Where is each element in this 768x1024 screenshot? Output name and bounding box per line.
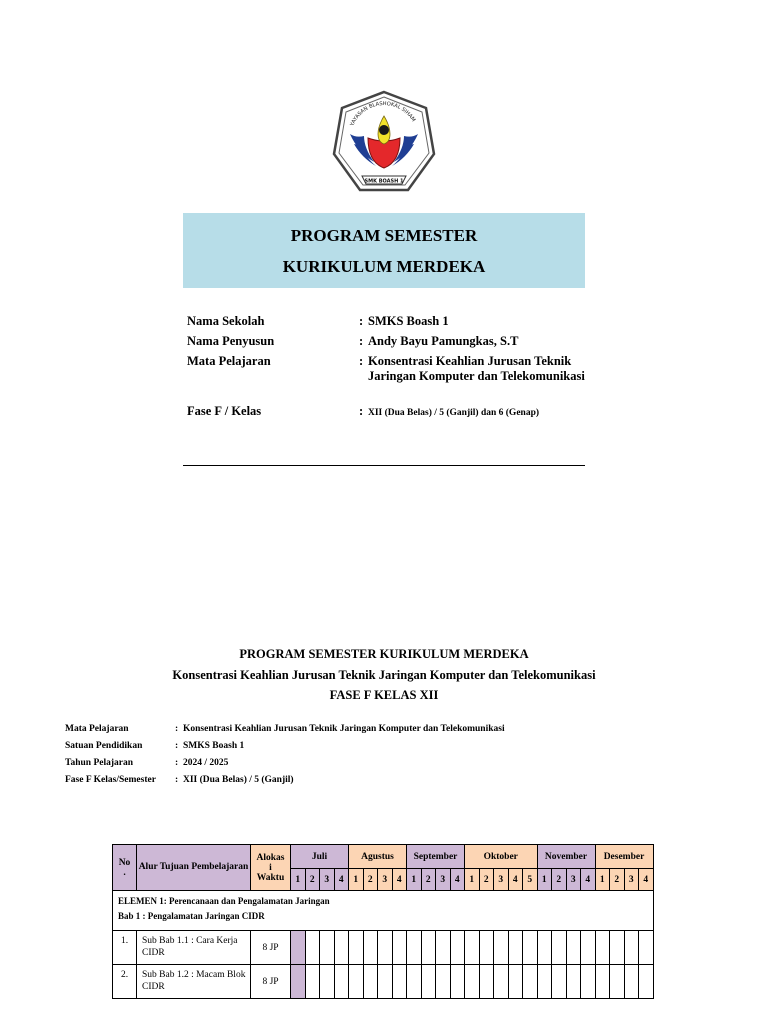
week-cell [610, 965, 625, 999]
week-cell [494, 931, 509, 965]
table-row [113, 965, 654, 999]
meta-label: Tahun Pelajaran [65, 758, 134, 768]
meta-colon: : [175, 775, 179, 785]
week-header: 3 [378, 869, 393, 891]
cover-title-line2: KURIKULUM MERDEKA [282, 256, 486, 276]
week-cell [639, 965, 654, 999]
week-cell [378, 965, 393, 999]
week-cell [291, 965, 306, 999]
week-cell [421, 965, 436, 999]
element-row [113, 891, 654, 931]
week-cell [436, 931, 451, 965]
meta-label: Satuan Pendidikan [65, 741, 143, 751]
week-cell [320, 965, 335, 999]
week-cell [363, 931, 378, 965]
cover-colon: : [359, 314, 364, 328]
week-cell [523, 931, 538, 965]
month-header: November [537, 845, 595, 869]
week-cell [581, 931, 596, 965]
cover-label: Nama Penyusun [187, 334, 275, 348]
month-header-row [113, 845, 654, 869]
meta-value: 2024 / 2025 [183, 758, 229, 768]
week-cell [624, 965, 639, 999]
week-cell [566, 931, 581, 965]
meta-value: Konsentrasi Keahlian Jurusan Teknik Jaringan Komputer dan Telekomunikasi [183, 724, 505, 734]
row-alokasi: 8 JP [251, 965, 291, 999]
cover-value: XII (Dua Belas) / 5 (Ganjil) dan 6 (Genap) [368, 408, 540, 418]
week-header: 2 [479, 869, 494, 891]
week-header: 1 [349, 869, 364, 891]
header-no: No . [113, 845, 137, 891]
week-cell [494, 965, 509, 999]
cover-value: SMKS Boash 1 [368, 314, 449, 328]
week-header: 4 [508, 869, 523, 891]
cover-title-line1: PROGRAM SEMESTER [290, 225, 478, 245]
week-cell [334, 931, 349, 965]
week-cell [537, 965, 552, 999]
week-header: 4 [581, 869, 596, 891]
header-alokasi: Alokas i Waktu [251, 845, 291, 891]
week-header: 2 [421, 869, 436, 891]
schedule-table [112, 844, 654, 999]
week-cell [552, 965, 567, 999]
meta-colon: : [175, 741, 179, 751]
week-header: 4 [450, 869, 465, 891]
row-number: 2. [113, 965, 137, 999]
cover-label: Fase F / Kelas [187, 404, 262, 418]
cover-label: Nama Sekolah [187, 314, 265, 328]
week-header: 1 [465, 869, 480, 891]
week-header: 5 [523, 869, 538, 891]
week-cell [436, 965, 451, 999]
week-header: 3 [320, 869, 335, 891]
meta-value: XII (Dua Belas) / 5 (Ganjil) [183, 775, 294, 785]
week-cell [392, 965, 407, 999]
cover-value: Konsentrasi Keahlian Jurusan Teknik Jaringan Komputer dan Telekomunikasi [368, 354, 585, 383]
week-header: 1 [537, 869, 552, 891]
week-header: 1 [291, 869, 306, 891]
cover-colon: : [359, 334, 364, 348]
month-header: Juli [291, 845, 349, 869]
week-cell [581, 965, 596, 999]
section-title-line1: PROGRAM SEMESTER KURIKULUM MERDEKA [239, 647, 529, 661]
week-cell [508, 931, 523, 965]
week-cell [595, 931, 610, 965]
week-cell [624, 931, 639, 965]
week-cell [537, 931, 552, 965]
week-cell [407, 965, 422, 999]
bab-title: Bab 1 : Pengalamatan Jaringan CIDR [118, 911, 265, 921]
week-cell [363, 965, 378, 999]
week-header: 1 [595, 869, 610, 891]
week-header: 4 [639, 869, 654, 891]
cover-title-box [183, 213, 585, 288]
week-cell [552, 931, 567, 965]
month-header: Agustus [349, 845, 407, 869]
element-title: ELEMEN 1: Perencanaan dan Pengalamatan Jaringan [118, 896, 330, 906]
meta-label: Mata Pelajaran [65, 724, 129, 734]
week-cell [479, 965, 494, 999]
cover-label: Mata Pelajaran [187, 354, 271, 368]
row-number: 1. [113, 931, 137, 965]
week-header: 4 [392, 869, 407, 891]
section-title-line3: FASE F KELAS XII [329, 688, 439, 702]
week-cell [523, 965, 538, 999]
school-logo [328, 86, 440, 202]
week-cell [595, 965, 610, 999]
week-cell [378, 931, 393, 965]
meta-colon: : [175, 724, 179, 734]
week-cell [450, 965, 465, 999]
cover-value: Andy Bayu Pamungkas, S.T [368, 334, 519, 348]
week-cell [610, 931, 625, 965]
week-header: 2 [363, 869, 378, 891]
week-cell [508, 965, 523, 999]
week-cell [407, 931, 422, 965]
week-cell [305, 965, 320, 999]
table-row [113, 931, 654, 965]
logo-arc-text: YAYASAN BLASHOKAL SIHAM [349, 101, 417, 128]
meta-label: Fase F Kelas/Semester [65, 775, 156, 785]
month-header: September [407, 845, 465, 869]
month-header: Desember [595, 845, 653, 869]
meta-colon: : [175, 758, 179, 768]
week-header: 1 [407, 869, 422, 891]
row-alur: Sub Bab 1.2 : Macam Blok CIDR [137, 965, 251, 999]
week-cell [349, 931, 364, 965]
week-cell [334, 965, 349, 999]
header-alur: Alur Tujuan Pembelajaran [137, 845, 251, 891]
week-header: 3 [566, 869, 581, 891]
row-alokasi: 8 JP [251, 931, 291, 965]
week-cell [305, 931, 320, 965]
week-header: 3 [494, 869, 509, 891]
section-title-line2: Konsentrasi Keahlian Jurusan Teknik Jaringan Komputer dan Telekomunikasi [172, 668, 596, 682]
week-cell [566, 965, 581, 999]
week-cell [291, 931, 306, 965]
week-cell [349, 965, 364, 999]
week-cell [465, 931, 480, 965]
week-cell [421, 931, 436, 965]
cover-colon: : [359, 404, 364, 418]
week-cell [392, 931, 407, 965]
week-cell [320, 931, 335, 965]
week-header: 4 [334, 869, 349, 891]
week-header: 2 [552, 869, 567, 891]
week-cell [465, 965, 480, 999]
week-cell [450, 931, 465, 965]
meta-value: SMKS Boash 1 [183, 741, 245, 751]
week-header: 2 [305, 869, 320, 891]
week-cell [479, 931, 494, 965]
cover-colon: : [359, 354, 364, 368]
logo-ribbon-text: SMK BOASH 1 [364, 178, 404, 185]
cover-divider [183, 465, 585, 466]
week-header: 3 [436, 869, 451, 891]
week-cell [639, 931, 654, 965]
week-header: 3 [624, 869, 639, 891]
week-header: 2 [610, 869, 625, 891]
month-header: Oktober [465, 845, 538, 869]
row-alur: Sub Bab 1.1 : Cara Kerja CIDR [137, 931, 251, 965]
